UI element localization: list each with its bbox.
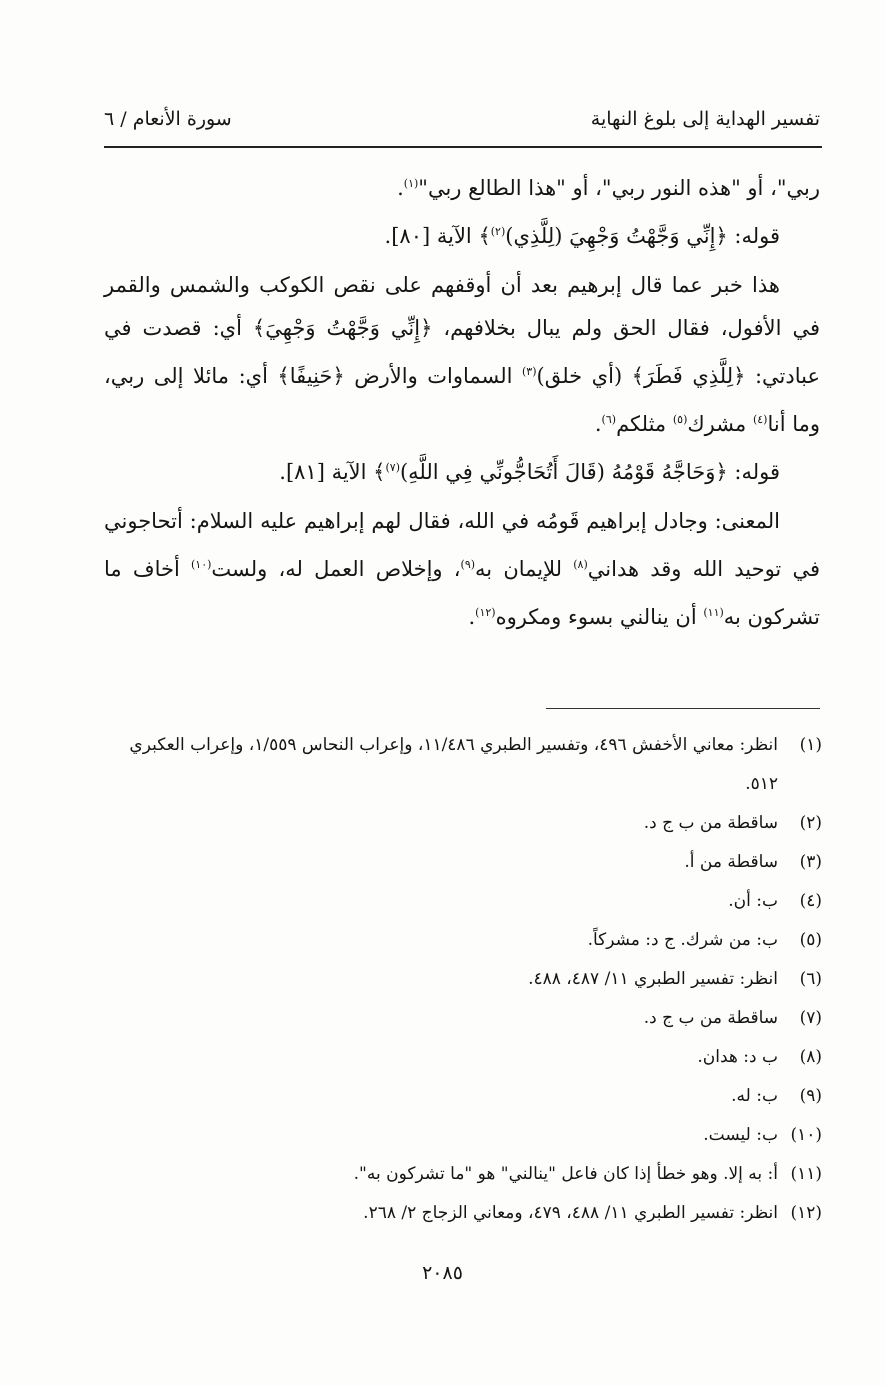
footnote-ref: (٩): [460, 558, 476, 571]
footnote-number: (٩): [799, 1086, 822, 1106]
footnote-ref: (٦): [601, 413, 617, 426]
footnote-text: انظر: معاني الأخفش ٤٩٦، وتفسير الطبري ١١/٤٨٦، وإعراب النحاس ١/٥٥٩، وإعراب العكبري ٥١٢.: [129, 735, 778, 794]
footnote: [110, 1077, 822, 1116]
verse-heading-80: قوله: ﴿إِنِّي وَجَّهْتُ وَجْهِيَ (لِلَّذِي)$^{(٢)}$﴾ الآية [٨٠].: [384, 224, 780, 248]
footnote-number: (١٠): [790, 1125, 822, 1145]
footnote-text: ب: من شرك. ج د: مشركاً.: [587, 930, 778, 950]
footnote: [110, 999, 822, 1038]
footnote-ref: (١): [403, 177, 419, 190]
footnote-text: ب: له.: [731, 1086, 778, 1106]
running-header: [104, 108, 820, 130]
footnote: [110, 726, 822, 804]
footnote-ref: (٣): [522, 365, 537, 378]
footnote-number: (٣): [799, 852, 822, 872]
footnote-number: (٤): [799, 891, 822, 911]
footnote-text: انظر: تفسير الطبري ١١/ ٤٨٧، ٤٨٨.: [528, 969, 778, 989]
footnote-text: ساقطة من أ.: [684, 852, 778, 872]
footnote-text: أ: به إلا. وهو خطأ إذا كان فاعل "ينالني" هو "ما تشركون به".: [353, 1164, 778, 1184]
footnote: [110, 921, 822, 960]
footnote-ref: (١١): [703, 606, 724, 619]
footnote-text: ب: ليست.: [703, 1125, 778, 1145]
footnote-number: (٧): [799, 1008, 822, 1028]
footnote: [110, 1155, 822, 1194]
footnote-text: ساقطة من ب ج د.: [643, 813, 778, 833]
footnote-number: (٥): [799, 930, 822, 950]
header-rule: [104, 146, 822, 148]
main-text: [104, 162, 820, 639]
footnote-number: (١٢): [790, 1203, 822, 1223]
footnote-text: ب: أن.: [728, 891, 778, 911]
footnote-number: (٦): [799, 969, 822, 989]
footnote-ref: (٤): [752, 413, 768, 426]
footnote-number: (١١): [790, 1164, 822, 1184]
commentary-paragraph: هذا خبر عما قال إبرهيم بعد أن أوقفهم على نقص الكوكب والشمس والقمر في الأفول، فقال الحق ولم يبال بخلافهم، ﴿إِنِّي وَجَّهْتُ وَجْهِيَ﴾ أي: قصدت في عبادتي: ﴿لِلَّذِي فَطَرَ﴾ (أي خلق)$^{(٣)}$ السماوات والأرض ﴿حَنِيفًا﴾ أي: مائلا إلى ربي، وما أنا$^{(٤)}$ مشرك$^{(٥)}$ مثلكم$^{(٦)}$.: [104, 273, 820, 436]
footnote-text: انظر: تفسير الطبري ١١/ ٤٨٨، ٤٧٩، ومعاني الزجاج ٢/ ٢٦٨.: [363, 1203, 778, 1223]
footnote-number: (١): [799, 735, 822, 755]
footnote-number: (٨): [799, 1047, 822, 1067]
footnote: [110, 843, 822, 882]
page-number: ٢٠٨٥: [422, 1262, 463, 1284]
footnotes: [110, 726, 822, 1233]
footnote-ref: (١٠): [191, 558, 212, 571]
footnote-ref: (١٢): [475, 606, 496, 619]
footnote-text: ساقطة من ب ج د.: [643, 1008, 778, 1028]
footnote-ref: (٢): [490, 225, 506, 238]
surah-name: سورة الأنعام / ٦: [104, 108, 232, 130]
text-line: ربي"، أو "هذه النور ربي"، أو "هذا الطالع ربي"$^{(١)}$.: [397, 176, 820, 200]
footnote: [110, 882, 822, 921]
footnote-ref: (٥): [672, 413, 688, 426]
footnote-ref: (٧): [385, 461, 400, 474]
commentary-paragraph: المعنى: وجادل إبراهيم قَومُه في الله، فقال لهم إبراهيم عليه السلام: أتحاجوني في توحيد الله وقد هداني$^{(٨)}$ للإيمان به$^{(٩)}$، وإخلاص العمل له، ولست$^{(١٠)}$ أخاف ما تشركون به$^{(١١)}$ أن ينالني بسوء ومكروه$^{(١٢)}$.: [104, 509, 820, 629]
footnote: [110, 960, 822, 999]
book-title: تفسير الهداية إلى بلوغ النهاية: [590, 108, 820, 130]
footnote: [110, 1194, 822, 1233]
footnote: [110, 1038, 822, 1077]
footnote: [110, 1116, 822, 1155]
footnote-ref: (٨): [573, 558, 588, 571]
footnote-text: ب د: هدان.: [697, 1047, 778, 1067]
footnote-number: (٢): [799, 813, 822, 833]
footnote-separator: [546, 708, 820, 709]
footnote: [110, 804, 822, 843]
verse-heading-81: قوله: ﴿وَحَاجَّهُ قَوْمُهُ (قَالَ أَتُحَاجُّونِّي فِي اللَّهِ)$^{(٧)}$﴾ الآية [٨١].: [279, 460, 780, 484]
